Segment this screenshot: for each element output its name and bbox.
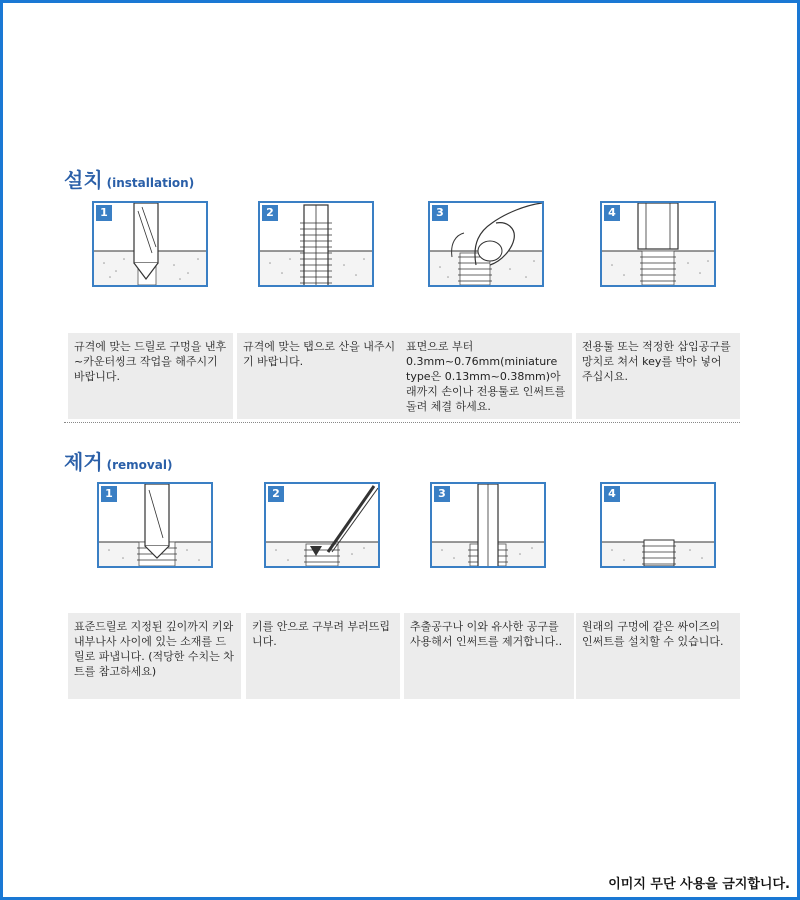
removal-step-4-illustration: [600, 482, 716, 568]
step-number-badge: 3: [432, 205, 448, 221]
removal-step-2-illustration: [264, 482, 380, 568]
installation-title-en: (installation): [106, 176, 195, 190]
removal-step-3-illustration: [430, 482, 546, 568]
install-step-2-illustration: [258, 201, 374, 287]
removal-step-1-illustration: [97, 482, 213, 568]
step-number-badge: 1: [101, 486, 117, 502]
removal-title: [64, 446, 172, 475]
removal-step-3-text: 추출공구나 이와 유사한 공구를 사용해서 인써트를 제거합니다..: [404, 613, 574, 699]
copyright-notice: 이미지 무단 사용을 금지합니다.: [608, 877, 790, 892]
step-number-badge: 2: [262, 205, 278, 221]
removal-step-4-text: 원래의 구멍에 같은 싸이즈의 인써트를 설치할 수 있습니다.: [576, 613, 740, 699]
step-number-badge: 3: [434, 486, 450, 502]
step-number-badge: 4: [604, 486, 620, 502]
install-step-3-illustration: [428, 201, 544, 287]
step-number-badge: 1: [96, 205, 112, 221]
install-step-3-text: 표면으로 부터 0.3mm~0.76mm(miniature type은 0.13mm~0.38mm)아래까지 손이나 전용툴로 인써트를 돌려 체결 하세요.: [400, 333, 572, 419]
install-step-1-illustration: [92, 201, 208, 287]
install-step-1-text: 규격에 맞는 드릴로 구멍을 낸후 ~카운터씽크 작업을 해주시기 바랍니다.: [68, 333, 233, 419]
removal-step-1-text: 표준드릴로 지정된 깊이까지 키와 내부나사 사이에 있는 소재를 드릴로 파냅니다. (적당한 수치는 차트를 참고하세요): [68, 613, 241, 699]
install-step-4-text: 전용툴 또는 적정한 삽입공구를 망치로 쳐서 key를 박아 넣어 주십시요.: [576, 333, 740, 419]
install-step-4-illustration: [600, 201, 716, 287]
installation-title-ko: 설치: [64, 168, 103, 192]
removal-title-en: (removal): [106, 458, 173, 472]
removal-step-2-text: 키를 안으로 구부려 부러뜨립니다.: [246, 613, 400, 699]
installation-title: [64, 164, 194, 193]
step-number-badge: 4: [604, 205, 620, 221]
section-divider: [64, 422, 740, 423]
removal-title-ko: 제거: [64, 450, 103, 474]
install-step-2-text: 규격에 맞는 탭으로 산을 내주시기 바랍니다.: [237, 333, 402, 419]
step-number-badge: 2: [268, 486, 284, 502]
